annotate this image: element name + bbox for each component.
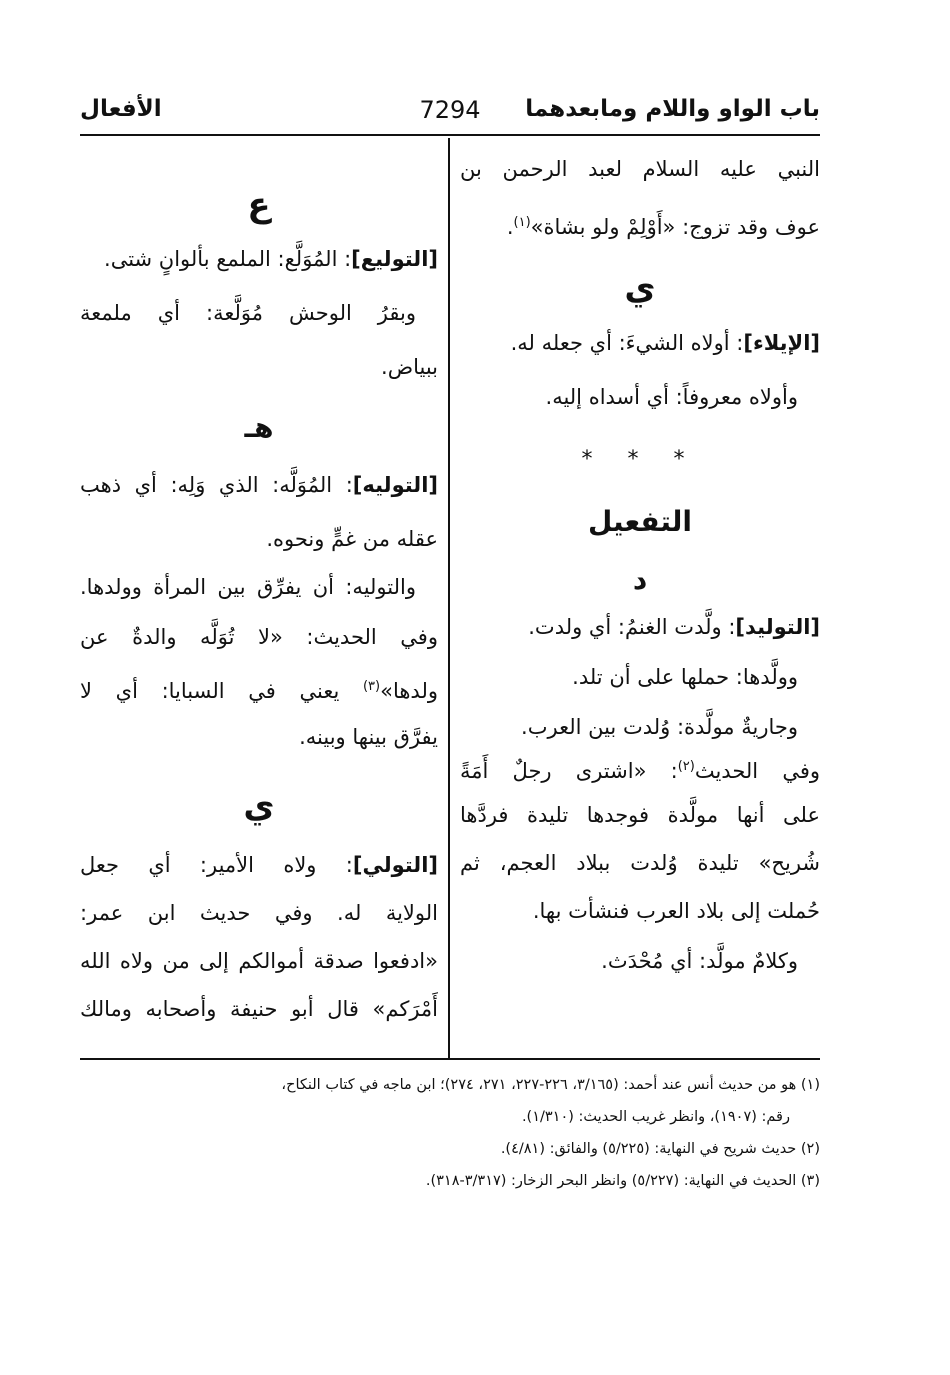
entry-term: [التوليع] [351, 247, 438, 271]
text-line: ولدها»$^{(٣)}$ يعني في السبايا: أي لا [80, 679, 438, 703]
text-line: عقله من غمٍّ ونحوه. [266, 527, 438, 551]
text-line: وأولاه معروفاً: أي أسداه إليه. [545, 385, 798, 409]
column-divider [448, 138, 450, 1058]
entry-line: [التولي]: ولاه الأمير: أي جعل [80, 853, 438, 877]
right-column [460, 150, 820, 996]
footnote: (٣) الحديث في النهاية: (٥/٢٢٧) وانظر البحر الزخار: (٣/٣١٧-٣١٨). [425, 1173, 820, 1189]
text-line: وفي الحديث: «لا تُوَلَّه والدةٌ عن [80, 625, 438, 649]
letter-heading: د [632, 563, 648, 596]
text-line: أَمْرَكم» قال أبو حنيفة وأصحابه ومالك [80, 997, 438, 1021]
letter-heading: ي [624, 268, 656, 308]
footnotes [80, 1070, 820, 1198]
entry-term: [التوليد] [735, 615, 820, 639]
text-line: النبي عليه السلام لعبد الرحمن بن [460, 157, 820, 181]
page-header [80, 96, 820, 136]
entry-term: [الإيلاء] [743, 331, 820, 355]
footnote: (٢) حديث شريح في النهاية: (٥/٢٢٥) والفائق: (٤/٨١). [500, 1141, 820, 1157]
footnote: رقم: (١٩٠٧)، وانظر غريب الحديث: (١/٣١٠). [521, 1109, 790, 1125]
text-line: وكلامٌ مولَّد: أي مُحْدَث. [601, 949, 798, 973]
header-rule [80, 134, 820, 136]
text-line: عوف وقد تزوج: «أَوْلِمْ ولو بشاة»$^{(١)}$. [506, 215, 820, 239]
footnote-ref: (١) [513, 215, 531, 230]
text-line: شُريح» تليدة وُلدت ببلاد العجم، ثم [460, 851, 820, 875]
letter-heading: ع [247, 185, 271, 225]
text-line: «ادفعوا صدقة أموالكم إلى من ولاه الله [80, 949, 438, 973]
text-line: وولَّدها: حملها على أن تلد. [572, 665, 798, 689]
entry-line: [التوليد]: ولَّدت الغنمُ: أي ولدت. [528, 615, 820, 639]
text-line: يفرَّق بينها وبينه. [299, 725, 438, 749]
page-number: 7294 [419, 96, 481, 124]
text-line: وبقرُ الوحش مُوَلَّعة: أي ملمعة [80, 301, 416, 325]
entry-line: [التوليع]: المُوَلَّع: الملمع بألوانٍ شتى. [104, 247, 438, 271]
entry-line: [التوليه]: المُوَلَّه: الذي وَلِه: أي ذهب [80, 473, 438, 497]
text-line: حُملت إلى بلاد العرب فنشأت بها. [532, 899, 820, 923]
text-line: وجاريةٌ مولَّدة: وُلدت بين العرب. [521, 715, 798, 739]
separator-stars: * * * [581, 447, 699, 472]
section-heading: التفعيل [588, 505, 692, 538]
entry-line: [الإيلاء]: أولاه الشيءَ: أي جعله له. [510, 331, 820, 355]
footnote-rule [80, 1058, 820, 1060]
section-title: الأفعال [80, 96, 162, 122]
entry-term: [التوليه] [352, 473, 438, 497]
footnote-ref: (٣) [362, 679, 381, 694]
entry-term: [التولي] [352, 853, 438, 877]
footnote-ref: (٢) [677, 759, 695, 774]
text-line: ببياض. [381, 355, 438, 379]
footnote: (١) هو من حديث أنس عند أحمد: (٣/١٦٥، ٢٢٦-٢٢٧، ٢٧١، ٢٧٤)؛ ابن ماجه في كتاب النكاح، [281, 1077, 820, 1093]
letter-heading: ي [243, 786, 275, 826]
text-line: وفي الحديث$^{(٢)}$: «اشترى رجلٌ أَمَةً [460, 759, 820, 783]
letter-heading: هـ [244, 411, 274, 444]
text-line: الولاية له. وفي حديث ابن عمر: [80, 901, 438, 925]
text-line: على أنها مولَّدة فوجدها تليدة فردَّها [460, 803, 820, 827]
text-line: والتوليه: أن يفرِّق بين المرأة وولدها. [80, 575, 416, 599]
chapter-title: باب الواو واللام ومابعدهما [525, 96, 820, 122]
left-column [80, 180, 438, 1034]
